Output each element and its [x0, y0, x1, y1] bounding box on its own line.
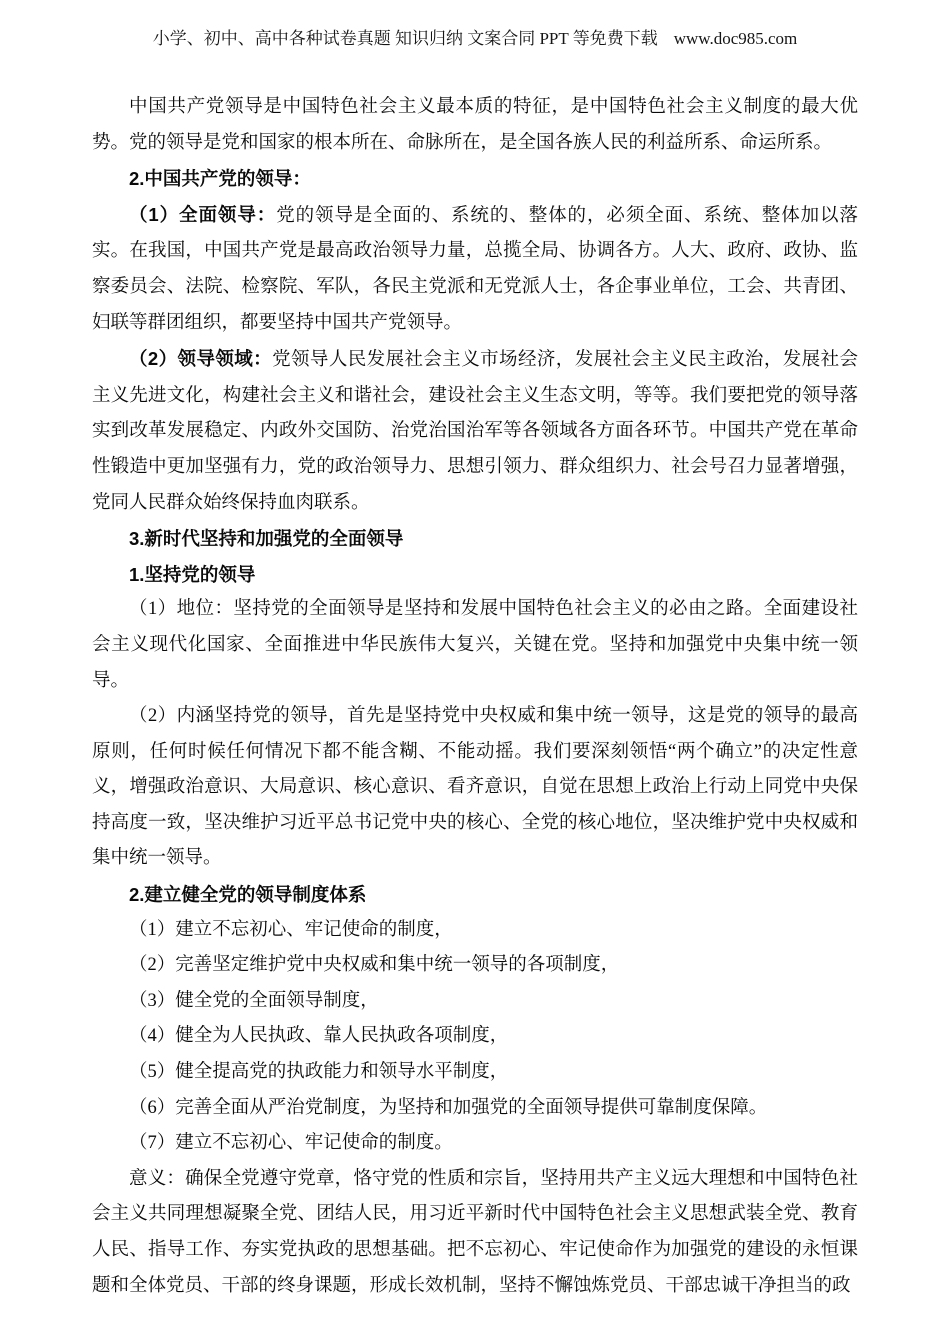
list-item-7: （7）建立不忘初心、牢记使命的制度。: [129, 1133, 453, 1154]
paragraph-party-leadership-intro: 中国共产党领导是中国特色社会主义最本质的特征，是中国特色社会主义制度的最大优势。党的领导是党和国家的根本所在、命脉所在，是全国各族人民的利益所系、命运所系。: [92, 97, 858, 153]
list-item-6: （6）完善全面从严治党制度，为坚持和加强党的全面领导提供可靠制度保障。: [129, 1097, 768, 1118]
heading-new-era-strengthen-leadership: 3.新时代坚持和加强党的全面领导: [129, 528, 404, 550]
heading-uphold-party-leadership: 1.坚持党的领导: [129, 563, 256, 585]
list-item-4: （4）健全为人民执政、靠人民执政各项制度，: [129, 1026, 509, 1047]
paragraph-lead-comprehensive-leadership: （1）全面领导：: [129, 203, 277, 225]
header-watermark: [0, 24, 950, 49]
heading-leadership-institution-system: 2.建立健全党的领导制度体系: [129, 884, 367, 906]
paragraph-significance: 意义：确保全党遵守党章，恪守党的性质和宗旨，坚持用共产主义远大理想和中国特色社会主义共同理想凝聚全党、团结人民，用习近平新时代中国特色社会主义思想武装全党、教育人民、指导工作、夯实党执政的思想基础。把不忘初心、牢记使命作为加强党的建设的永恒课题和全体党员、干部的终身课题，形成长效机制，坚持不懈蚀炼党员、干部忠诚干净担当的政: [92, 1168, 858, 1296]
list-item-1: （1）建立不忘初心、牢记使命的制度，: [129, 919, 453, 940]
paragraph-text-leadership-domains: 党领导人民发展社会主义市场经济，发展社会主义民主政治，发展社会主义先进文化，构建社会主义和谐社会，建设社会主义生态文明，等等。我们要把党的领导落实到改革发展稳定、内政外交国防、治党治国治军等各领域各方面各环节。中国共产党在革命性锻造中更加坚强有力，党的政治领导力、思想引领力、群众组织力、社会号召力显著增强，党同人民群众始终保持血肉联系。: [92, 350, 858, 513]
paragraph-status: （1）地位：坚持党的全面领导是坚持和发展中国特色社会主义的必由之路。全面建设社会主义现代化国家、全面推进中华民族伟大复兴，关键在党。坚持和加强党中央集中统一领导。: [92, 599, 858, 691]
heading-ccp-leadership: 2.中国共产党的领导：: [129, 168, 311, 190]
header-watermark-text: 小学、初中、高中各种试卷真题 知识归纳 文案合同 PPT 等免费下载: [152, 29, 658, 48]
list-item-5: （5）健全提高党的执政能力和领导水平制度，: [129, 1062, 509, 1083]
paragraph-comprehensive-leadership: [92, 197, 858, 341]
paragraph-text-comprehensive-leadership: 党的领导是全面的、系统的、整体的，必须全面、系统、整体加以落实。在我国，中国共产党是最高政治领导力量，总揽全局、协调各方。人大、政府、政协、监察委员会、法院、检察院、军队，各民主党派和无党派人士，各企事业单位，工会、共青团、妇联等群团组织，都要坚持中国共产党领导。: [92, 205, 858, 333]
paragraph-connotation: （2）内涵坚持党的领导，首先是坚持党中央权威和集中统一领导，这是党的领导的最高原则，任何时候任何情况下都不能含糊、不能动摇。我们要深刻领悟“两个确立”的决定性意义，增强政治意识、大局意识、核心意识、看齐意识，自觉在思想上政治上行动上同党中央保持高度一致，坚决维护习近平总书记党中央的核心、全党的核心地位，坚决维护党中央权威和集中统一领导。: [92, 706, 858, 869]
document-body: [92, 90, 858, 1304]
list-item-2: （2）完善坚定维护党中央权威和集中统一领导的各项制度，: [129, 955, 620, 976]
paragraph-lead-leadership-domains: （2）领导领域：: [129, 348, 273, 370]
list-item-3: （3）健全党的全面领导制度，: [129, 990, 379, 1011]
header-site-url: www.doc985.com: [673, 29, 798, 48]
paragraph-leadership-domains: [92, 341, 858, 521]
